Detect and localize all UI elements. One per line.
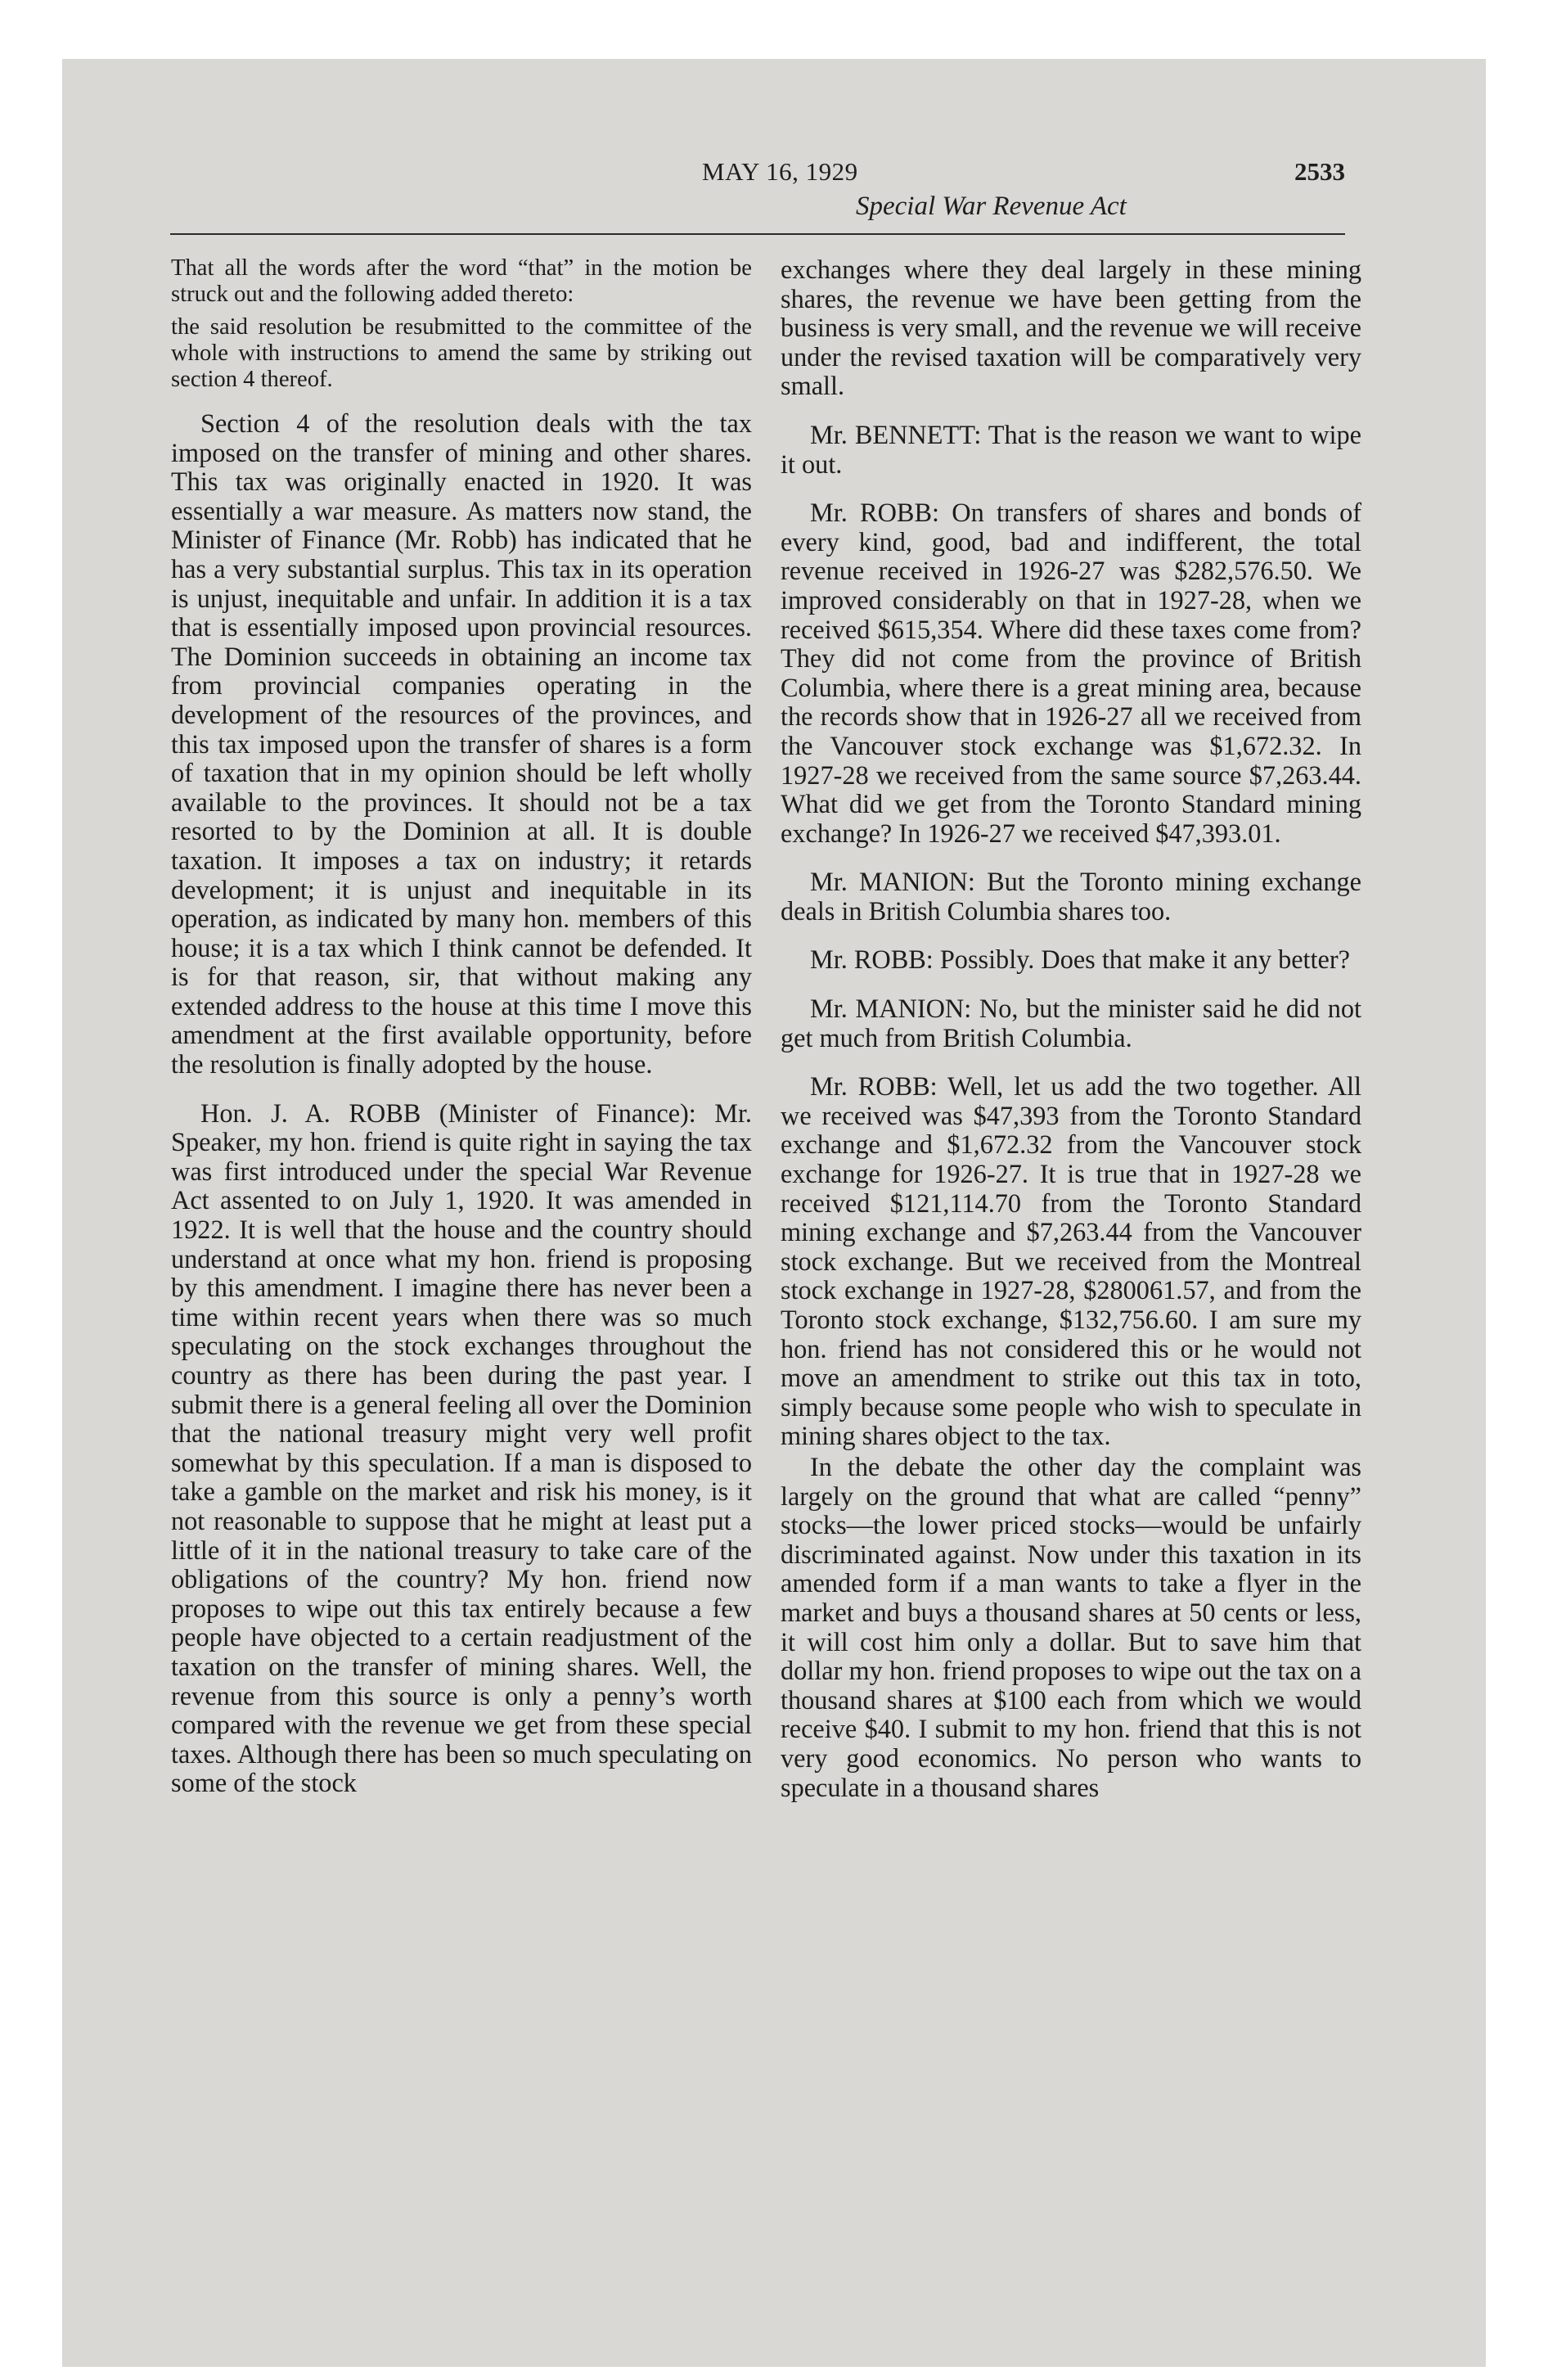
page-number: 2533	[1294, 157, 1345, 186]
paragraph: Mr. ROBB: On transfers of shares and bonds of every kind, good, bad and indifferent, the total revenue received in 1926-27 was $282,576.50. We improved considerably on that in 1927-28, when we received $615,354. Where did these taxes come from? They did not come from the province of British Columbia, where there is a great mining area, because the records show that in 1926-27 all we received from the Vancouver stock exchange was $1,672.32. In 1927-28 we received from the same source $7,263.44. What did we get from the Toronto Standard mining exchange? In 1926-27 we received $47,393.01.	[781, 498, 1361, 848]
left-column	[171, 255, 752, 1798]
paragraph: Hon. J. A. ROBB (Minister of Finance): Mr. Speaker, my hon. friend is quite right in saying the tax was first introduced under the special War Revenue Act assented to on July 1, 1920. It was amended in 1922. It is well that the house and the country should understand at once what my hon. friend is proposing by this amendment. I imagine there has never been a time within recent years when there was so much speculating on the stock exchanges throughout the country as there has been during the past year. I submit there is a general feeling all over the Dominion that the national treasury might very well profit somewhat by this speculation. If a man is disposed to take a gamble on the market and risk his money, is it not reasonable to suppose that he might at least put a little of it in the national treasury to take care of the obligations of the country? My hon. friend now proposes to wipe out this tax entirely because a few people have objected to a certain readjustment of the taxation on the transfer of mining shares. Well, the revenue from this source is only a penny’s worth compared with the revenue we get from these special taxes. Although there has been so much speculating on some of the stock	[171, 1098, 752, 1798]
paragraph: Mr. ROBB: Possibly. Does that make it any better?	[810, 944, 1350, 975]
right-column	[781, 255, 1361, 1802]
header-rule	[170, 233, 1345, 235]
paragraph: In the debate the other day the complaint was largely on the ground that what are called “penny” stocks—the lower priced stocks—would be unfairly discriminated against. Now under this taxation in its amended form if a man wants to take a flyer in the market and buys a thousand shares at 50 cents or less, it will cost him only a dollar. But to save him that dollar my hon. friend proposes to wipe out the tax on a thousand shares at $100 each from which we would receive $40. I submit to my hon. friend that this is not very good economics. No person who wants to speculate in a thousand shares	[781, 1451, 1361, 1802]
header-subtitle: Special War Revenue Act	[856, 192, 1127, 221]
motion-quote: the said resolution be resubmitted to the committee of the whole with instructions to amend the same by striking out section 4 thereof.	[171, 314, 752, 392]
paragraph: Mr. ROBB: Well, let us add the two together. All we received was $47,393 from the Toronto Standard exchange and $1,672.32 from the Vancouver stock exchange for 1926-27. It is true that in 1927-28 we received $121,114.70 from the Toronto Standard mining exchange and $7,263.44 from the Vancouver stock exchange. But we received from the Montreal stock exchange in 1927-28, $280061.57, and from the Toronto stock exchange, $132,756.60. I am sure my hon. friend has not considered this or he would not move an amendment to strike out this tax in toto, simply because some people who wish to speculate in mining shares object to the tax.	[781, 1071, 1361, 1451]
paragraph: Mr. MANION: But the Toronto mining exchange deals in British Columbia shares too.	[781, 867, 1361, 926]
paragraph: Mr. BENNETT: That is the reason we want to wipe it out.	[781, 419, 1361, 479]
paragraph: Section 4 of the resolution deals with the tax imposed on the transfer of mining and other shares. This tax was originally enacted in 1920. It was essentially a war measure. As matters now stand, the Minister of Finance (Mr. Robb) has indicated that he has a very substantial surplus. This tax in its operation is unjust, inequitable and unfair. In addition it is a tax that is essentially imposed upon provincial resources. The Dominion succeeds in obtaining an income tax from provincial companies operating in the development of the resources of the provinces, and this tax imposed upon the transfer of shares is a form of taxation that in my opinion should be left wholly available to the provinces. It should not be a tax resorted to by the Dominion at all. It is double taxation. It imposes a tax on industry; it retards development; it is unjust and inequitable in its operation, as indicated by many hon. members of this house; it is a tax which I think cannot be defended. It is for that reason, sir, that without making any extended address to the house at this time I move this amendment at the first available opportunity, before the resolution is finally adopted by the house.	[171, 408, 752, 1080]
header-date: MAY 16, 1929	[702, 157, 858, 186]
paragraph: Mr. MANION: No, but the minister said he did not get much from British Columbia.	[781, 994, 1361, 1053]
motion-text: That all the words after the word “that” in the motion be struck out and the following added thereto:	[171, 255, 752, 307]
paragraph: exchanges where they deal largely in these mining shares, the revenue we have been getting from the business is very small, and the revenue we will receive under the revised taxation will be comparatively very small.	[781, 255, 1361, 401]
